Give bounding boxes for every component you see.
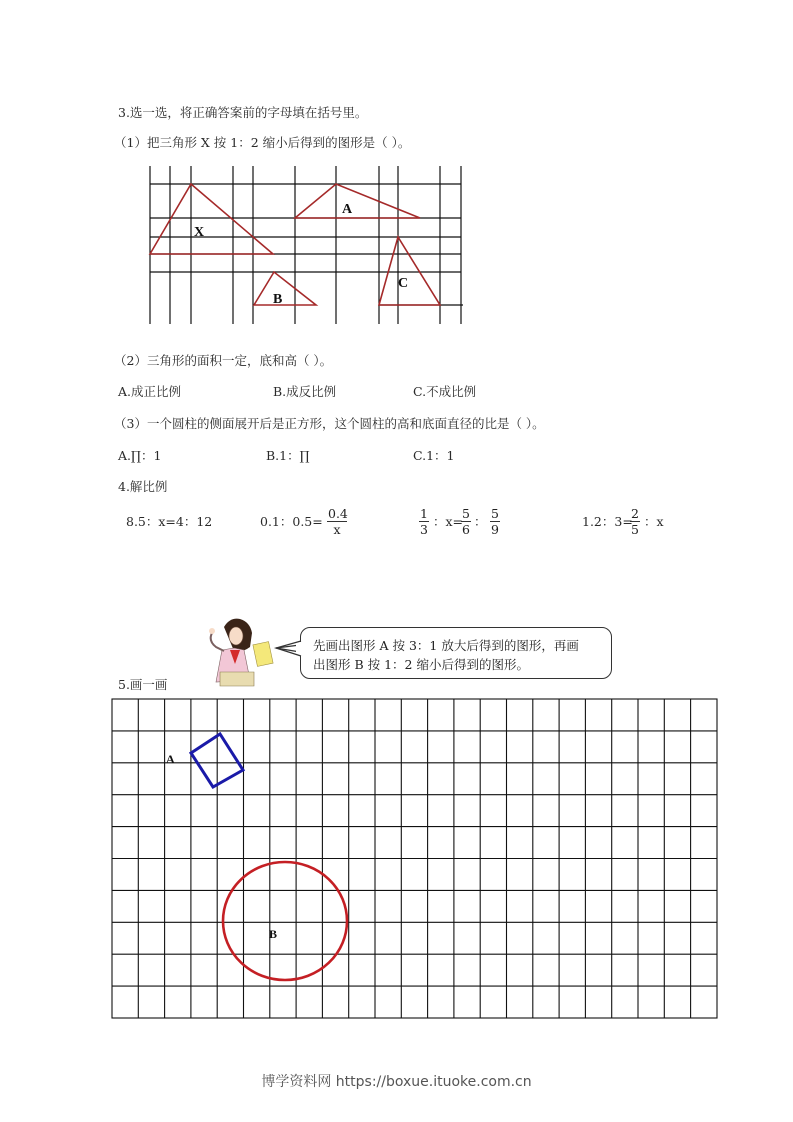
proportion-2-prefix: 0.1：0.5= xyxy=(260,514,323,529)
section3-title: 3.选一选，将正确答案前的字母填在括号里。 xyxy=(118,105,368,120)
q3-text: （3）一个圆柱的侧面展开后是正方形，这个圆柱的高和底面直径的比是（ ）。 xyxy=(114,416,545,431)
label-b: B xyxy=(273,292,283,307)
speech-line-1: 先画出图形 A 按 3：1 放大后得到的图形，再画 xyxy=(313,638,579,653)
q2-option-b: B.成反比例 xyxy=(273,384,337,399)
q2-option-a: A.成正比例 xyxy=(118,384,182,399)
q3-option-a: A.∏：1 xyxy=(118,448,162,463)
q2-text: （2）三角形的面积一定，底和高（ ）。 xyxy=(114,353,333,368)
shape-b-circle xyxy=(223,862,347,980)
label-shape-b: B xyxy=(269,927,278,941)
footer-watermark: 博学资料网 https://boxue.ituoke.com.cn xyxy=(261,1074,532,1090)
q2-option-c: C.不成比例 xyxy=(413,384,477,399)
proportion-4-suffix: ：x xyxy=(644,514,664,529)
proportion-3-sep: ： xyxy=(474,514,487,529)
section4-title: 4.解比例 xyxy=(118,479,168,494)
q1-text: （1）把三角形 X 按 1：2 缩小后得到的图形是（ ）。 xyxy=(114,135,411,150)
proportion-3-fraction-a: $\frac{1}{3}$ xyxy=(420,506,428,537)
proportion-3-mid: ：x= xyxy=(433,514,464,529)
speech-line-2: 出图形 B 按 1：2 缩小后得到的图形。 xyxy=(313,657,529,672)
section5-title: 5.画一画 xyxy=(118,677,168,692)
proportion-3-fraction-c: $\frac{5}{9}$ xyxy=(491,506,499,537)
proportion-4-prefix: 1.2：3= xyxy=(582,514,633,529)
q3-option-c: C.1：1 xyxy=(413,448,455,463)
label-shape-a: A xyxy=(166,752,175,766)
label-a: A xyxy=(342,202,353,217)
q3-option-b: B.1：∏ xyxy=(266,448,310,463)
proportion-4-fraction: $\frac{2}{5}$ xyxy=(631,506,639,537)
label-c: C xyxy=(398,276,409,291)
label-x: X xyxy=(194,225,205,240)
fraction-numerator: 0.4 xyxy=(328,506,348,521)
proportion-1: 8.5：x=4：12 xyxy=(126,514,213,529)
fraction-denominator: x xyxy=(333,522,341,537)
proportion-3-fraction-b: $\frac{5}{6}$ xyxy=(462,506,470,537)
